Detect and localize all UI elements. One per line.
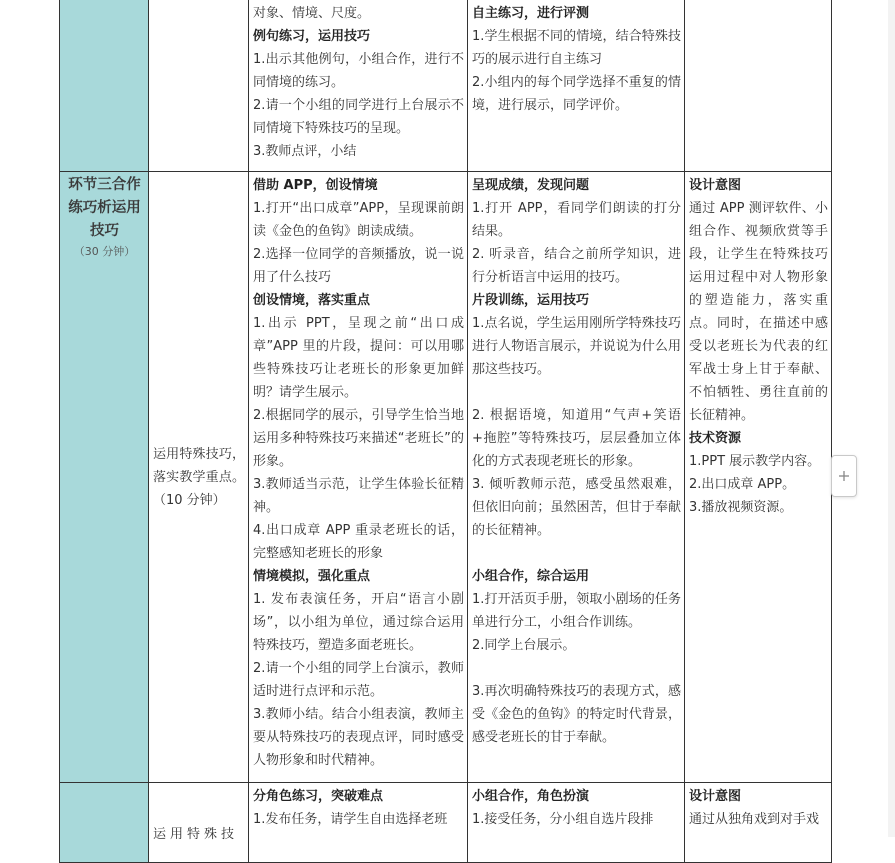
paragraph: 2.根据同学的展示，引导学生恰当地运用多种特殊技巧来描述“老班长”的形象。 (253, 408, 464, 469)
lesson-plan-table (59, 0, 832, 863)
blank-line (472, 657, 681, 680)
section-heading: 例句练习，运用技巧 (253, 29, 371, 44)
paragraph: 2.小组内的每个同学选择不重复的情境，进行展示，同学评价。 (472, 75, 681, 113)
section-heading: 设计意图 (689, 789, 742, 804)
section-heading: 片段训练，运用技巧 (472, 293, 590, 308)
section-heading: 创设情境，落实重点 (253, 293, 371, 308)
section-heading: 情境模拟，强化重点 (253, 569, 371, 584)
paragraph: 2.同学上台展示。 (472, 638, 576, 653)
stage-cell-empty (60, 0, 149, 172)
section-heading: 技术资源 (689, 431, 742, 446)
table-row (60, 172, 832, 783)
section-heading: 借助 APP，创设情境 (253, 178, 378, 193)
paragraph: 1.学生根据不同的情境，结合特殊技巧的展示进行自主练习 (472, 29, 681, 67)
table-row (60, 783, 832, 863)
stage-cell-empty (60, 783, 149, 863)
goal-cell (149, 783, 249, 863)
paragraph: 1.接受任务，分小组自选片段排 (472, 812, 654, 827)
paragraph: 1.打开 APP，看同学们朗读的打分结果。 (472, 201, 681, 239)
goal-cell (149, 0, 249, 172)
paragraph: 通过从独角戏到对手戏 (689, 812, 820, 827)
goal-text: 运用特殊技 (153, 827, 239, 842)
goal-text: 运用特殊技巧，落实教学重点。（10 分钟） (153, 446, 245, 508)
student-activity-cell (468, 0, 685, 172)
paragraph: 1.出示其他例句，小组合作，进行不同情境的练习。 (253, 52, 464, 90)
paragraph: 4.出口成章 APP 重录老班长的话，完整感知老班长的形象 (253, 523, 464, 561)
design-intent-cell (685, 783, 832, 863)
paragraph: 2.选择一位同学的音频播放，说一说用了什么技巧 (253, 247, 464, 285)
design-intent-cell (685, 172, 832, 783)
table-row (60, 0, 832, 172)
section-heading: 自主练习，进行评测 (472, 6, 590, 21)
paragraph: 3.教师小结。结合小组表演，教师主要从特殊技巧的表现点评，同时感受人物形象和时代精神。 (253, 707, 464, 768)
blank-line (472, 381, 681, 404)
section-heading: 小组合作，角色扮演 (472, 789, 590, 804)
teacher-activity-cell (249, 172, 468, 783)
paragraph: 1.发布任务，请学生自由选择老班 (253, 812, 448, 827)
stage-title: 环节三合作练巧析运用技巧 (68, 177, 141, 239)
paragraph: 3. 倾听教师示范，感受虽然艰难，但依旧向前；虽然困苦，但甘于奉献的长征精神。 (472, 477, 681, 538)
section-heading: 小组合作，综合运用 (472, 569, 590, 584)
stage-cell (60, 172, 149, 783)
paragraph: 2. 听录音，结合之前所学知识，进行分析语言中运用的技巧。 (472, 247, 681, 285)
paragraph: 1.出示 PPT，呈现之前“出口成章”APP 里的片段，提问：可以用哪些特殊技巧让老班长的形象更加鲜明？请学生展示。 (253, 316, 464, 400)
section-heading: 分角色练习，突破难点 (253, 789, 384, 804)
paragraph: 对象、情境、尺度。 (253, 6, 371, 21)
student-activity-cell (468, 172, 685, 783)
paragraph: 1. 发布表演任务，开启“语言小剧场”，以小组为单位，通过综合运用特殊技巧，塑造多面老班长。 (253, 592, 464, 653)
paragraph: 2.请一个小组的同学上台演示，教师适时进行点评和示范。 (253, 661, 464, 699)
stage-time: （30 分钟） (73, 245, 136, 258)
paragraph: 2. 根据语境，知道用“气声+笑语+拖腔”等特殊技巧，层层叠加立体化的方式表现老班长的形象。 (472, 408, 681, 469)
paragraph: 3.教师点评，小结 (253, 144, 357, 159)
paragraph: 3.再次明确特殊技巧的表现方式，感受《金色的鱼钩》的特定时代背景，感受老班长的甘于奉献。 (472, 684, 681, 745)
paragraph: 1.打开“出口成章”APP，呈现课前朗读《金色的鱼钩》朗读成绩。 (253, 201, 464, 239)
paragraph: 1.PPT 展示教学内容。 (689, 454, 821, 469)
paragraph: 1.点名说，学生运用刚所学特殊技巧进行人物语言展示，并说说为什么用那这些技巧。 (472, 316, 681, 377)
plus-icon (838, 470, 850, 482)
paragraph: 通过 APP 测评软件、小组合作、视频欣赏等手段，让学生在特殊技巧运用过程中对人物形象的塑造能力，落实重点。同时，在描述中感受以老班长为代表的红军战士身上甘于奉献、不怕牺牲、勇往直前的长征精神。 (689, 201, 828, 423)
design-intent-cell (685, 0, 832, 172)
blank-line (472, 542, 681, 565)
goal-cell (149, 172, 249, 783)
section-heading: 呈现成绩，发现问题 (472, 178, 590, 193)
student-activity-cell (468, 783, 685, 863)
section-heading: 设计意图 (689, 178, 742, 193)
teacher-activity-cell (249, 0, 468, 172)
paragraph: 3.教师适当示范，让学生体验长征精神。 (253, 477, 464, 515)
paragraph: 3.播放视频资源。 (689, 500, 793, 515)
scroll-gutter (888, 0, 895, 837)
paragraph: 2.请一个小组的同学进行上台展示不同情境下特殊技巧的呈现。 (253, 98, 464, 136)
expand-button[interactable] (831, 455, 857, 497)
paragraph: 1.打开活页手册，领取小剧场的任务单进行分工，小组合作训练。 (472, 592, 681, 630)
teacher-activity-cell (249, 783, 468, 863)
paragraph: 2.出口成章 APP。 (689, 477, 796, 492)
